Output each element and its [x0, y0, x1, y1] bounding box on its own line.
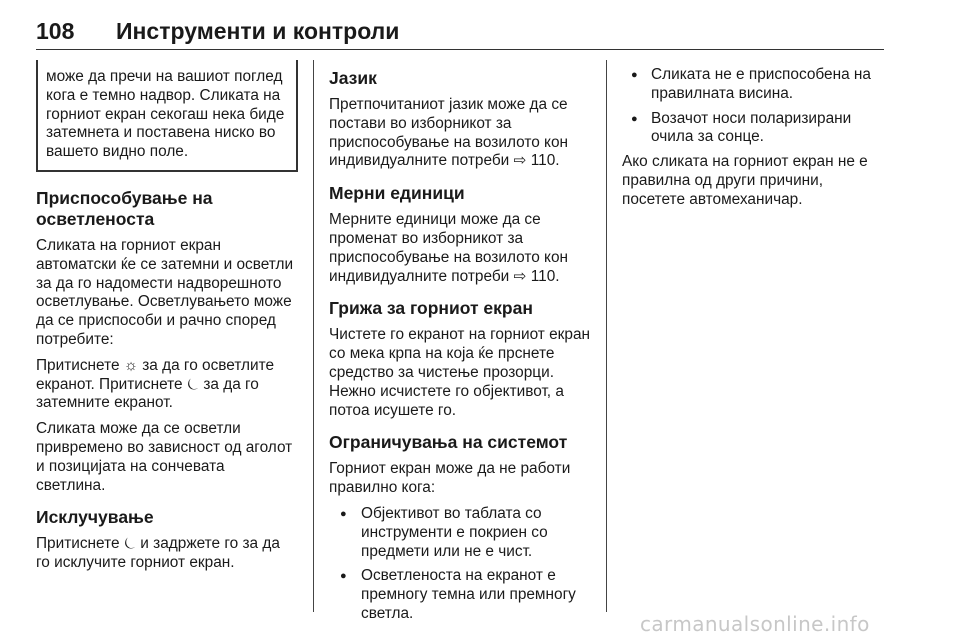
section-limitations — [329, 432, 591, 623]
page-reference[interactable]: 110. — [530, 267, 560, 285]
page-reference[interactable]: 110. — [530, 152, 560, 170]
section-language — [329, 68, 591, 171]
page-title: Инструменти и контроли — [116, 18, 400, 44]
section-heading: Исклучување — [36, 507, 154, 528]
section-heading: Грижа за горниот екран — [329, 298, 533, 319]
watermark: carmanualsonline.info — [640, 612, 870, 636]
text-run: за да го осветлите екранот. Притиснете — [36, 356, 275, 393]
section-heading: Приспособување на осветленоста — [36, 187, 213, 229]
section-brightness — [36, 188, 298, 495]
list-item: ● Објективот во таблата со инструменти е покриен со предмети или не е чист. — [329, 505, 591, 561]
text-run: Притиснете — [36, 356, 124, 374]
paragraph: Сликата на горниот екран автоматски ќе се затемни и осветли за да го надомести надворешното осветлување. Осветлувањето може да се приспособи и рачно според потребите: — [36, 236, 294, 348]
page-reference-arrow-icon: ⇨ — [513, 152, 527, 170]
moon-icon: ⏾ — [186, 375, 200, 393]
page-header — [36, 18, 884, 52]
bullet-list — [329, 505, 591, 624]
text-run: и задржете го за да го исклучите горниот екран. — [36, 535, 280, 572]
list-item: ● Возачот носи поларизирани очила за сонце. — [622, 110, 884, 148]
bullet-list — [622, 66, 884, 147]
section-heading: Ограничувања на системот — [329, 432, 568, 453]
paragraph — [329, 96, 591, 171]
paragraph: Сликата може да се осветли привремено во зависност од аголот и позицијата на сончевата светлина. — [36, 420, 293, 494]
list-item: ● Осветленоста на екранот е премногу темна или премногу светла. — [329, 567, 591, 623]
list-item: ● Сликата не е приспособена на правилната висина. — [622, 66, 884, 104]
paragraph — [36, 535, 298, 573]
sun-icon: ☼ — [123, 356, 138, 374]
text-run: Мерните единици може да се променат во изборникот за приспособување на возилото кон индивидуалните потреби — [329, 211, 569, 285]
note-text: може да пречи на вашиот поглед кога е темно надвор. Сликата на горниот екран секогаш нека биде затемнета и поставена ниско во вашето видно поле. — [46, 68, 285, 161]
paragraph: Ако сликата на горниот екран не е правилна од други причини, посетете автомеханичар. — [622, 153, 868, 208]
column-1 — [36, 60, 298, 580]
column-2 — [329, 60, 591, 630]
section-off — [36, 507, 298, 573]
paragraph: Горниот екран може да не работи правилно кога: — [329, 460, 571, 497]
paragraph — [329, 211, 591, 286]
section-heading: Јазик — [329, 68, 377, 88]
page-reference-arrow-icon: ⇨ — [513, 267, 527, 285]
page-number: 108 — [36, 18, 75, 44]
column-divider-2 — [606, 60, 607, 612]
section-heading: Мерни единици — [329, 183, 465, 204]
column-divider-1 — [313, 60, 314, 612]
column-3 — [622, 60, 884, 217]
paragraph — [36, 357, 298, 413]
text-run: Притиснете — [36, 535, 124, 553]
continued-note-box — [36, 60, 298, 172]
text-run: за да го затемните екранот. — [36, 375, 259, 412]
text-run: Претпочитаниот јазик може да се постави во изборникот за приспособување на возилото кон индивидуалните потреби — [329, 96, 569, 170]
header-rule — [36, 49, 884, 50]
section-care — [329, 298, 591, 420]
section-units — [329, 183, 591, 286]
moon-icon: ⏾ — [123, 535, 137, 553]
paragraph: Чистете го екранот на горниот екран со мека крпа на која ќе прснете средство за чистење прозорци. Нежно исчистете го објективот, а потоа исушете го. — [329, 326, 591, 419]
